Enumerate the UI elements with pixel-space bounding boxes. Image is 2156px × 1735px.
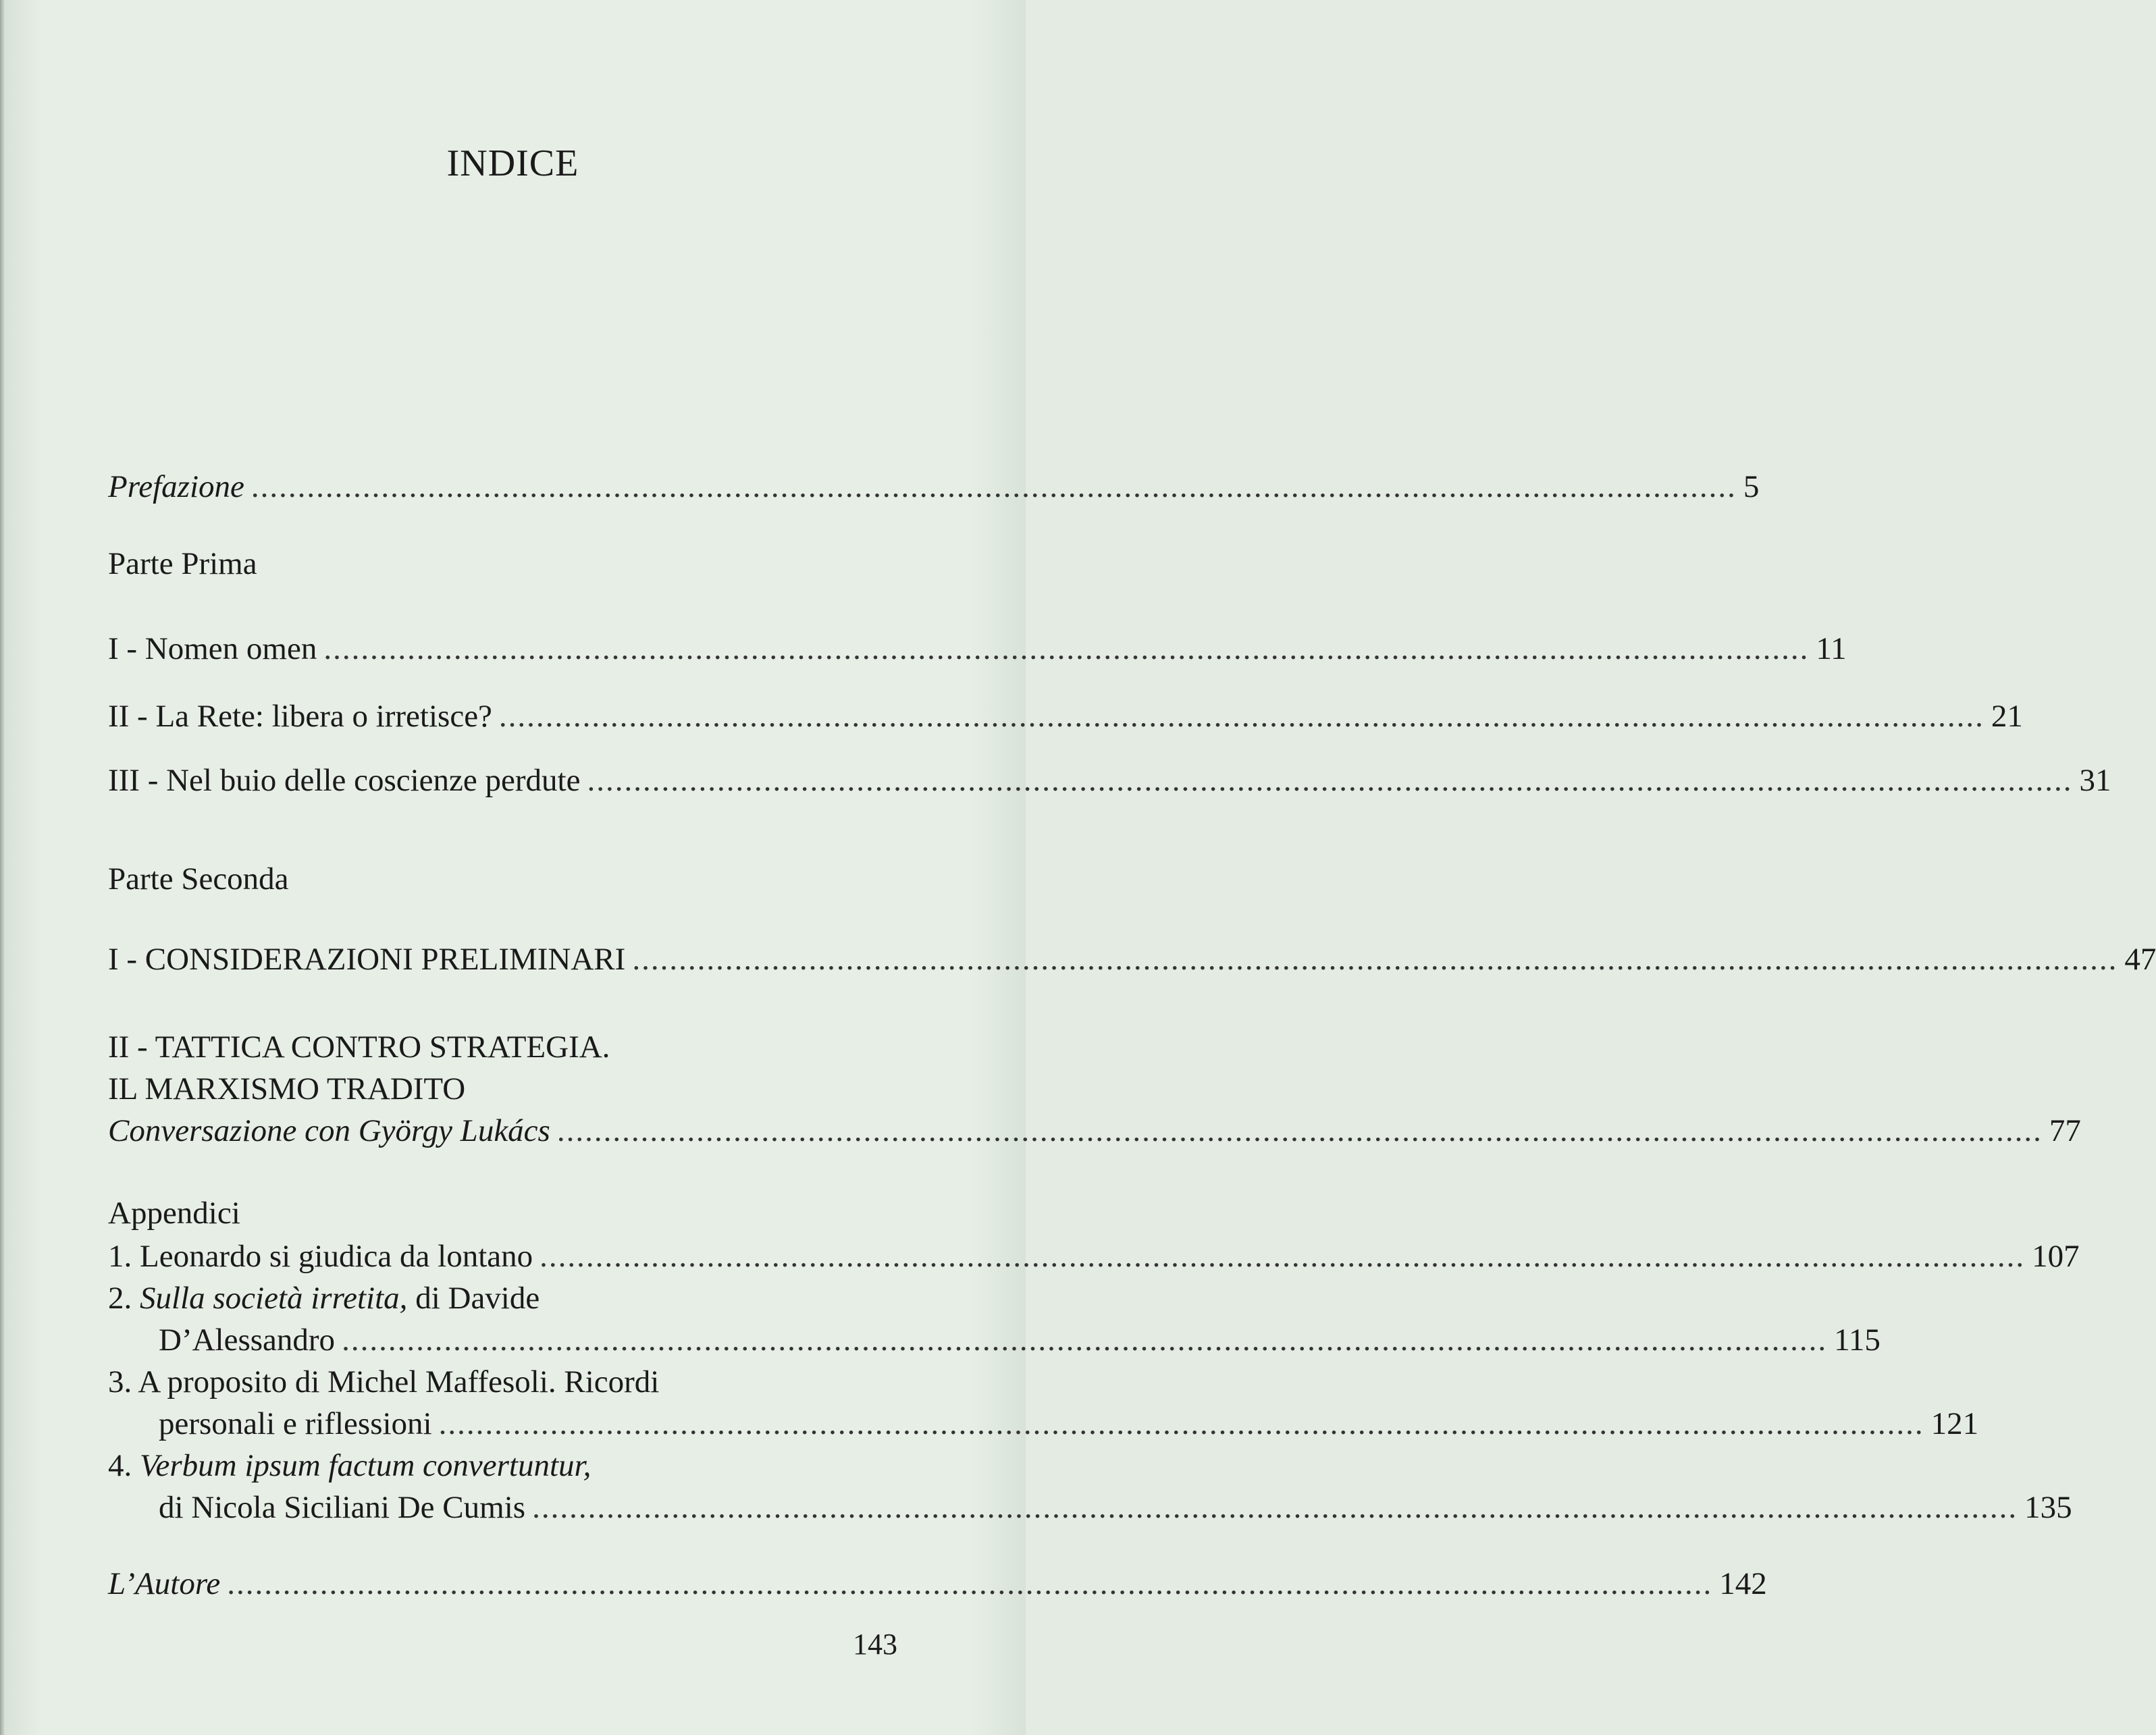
toc-label: personali e riflessioni: [159, 1406, 432, 1441]
leader-dots: ................................................................................................................................................................: [438, 1406, 1924, 1441]
toc-label: I - Nomen omen: [108, 631, 317, 666]
leader-dots: ................................................................................................................................................................: [532, 1490, 2018, 1525]
section-heading-parte-seconda: Parte Seconda: [108, 861, 289, 897]
toc-number: 4.: [108, 1448, 132, 1483]
toc-entry-nel-buio: [108, 759, 2111, 801]
toc-number: 2.: [108, 1281, 132, 1316]
page-number: 143: [853, 1628, 897, 1661]
toc-label-line: II - TATTICA CONTRO STRATEGIA.: [108, 1030, 610, 1065]
section-heading-parte-prima: Parte Prima: [108, 546, 257, 581]
toc-entry-tattica: [108, 1026, 2081, 1152]
toc-label-line: IL MARXISMO TRADITO: [108, 1071, 466, 1106]
toc-page: 135: [2024, 1490, 2072, 1525]
leader-dots: ................................................................................................................................................................: [556, 1113, 2043, 1148]
toc-label: di Nicola Siciliani De Cumis: [159, 1490, 526, 1525]
toc-entry-autore: [108, 1563, 1767, 1605]
page-title: INDICE: [446, 142, 579, 184]
leader-dots: ................................................................................................................................................................: [540, 1239, 2026, 1274]
toc-page: 107: [2032, 1239, 2080, 1274]
toc-label-rest: di Davide: [407, 1281, 540, 1316]
toc-page: 77: [2049, 1113, 2081, 1148]
toc-entry-verbum: [108, 1445, 2072, 1528]
toc-entry-prefazione: [108, 466, 1760, 508]
leader-dots: ................................................................................................................................................................: [498, 699, 1984, 734]
toc-label: II - La Rete: libera o irretisce?: [108, 699, 492, 734]
toc-label-italic: Sulla società irretita,: [140, 1281, 408, 1316]
toc-page: 115: [1834, 1323, 1881, 1358]
toc-label-italic: Verbum ipsum factum convertuntur,: [140, 1448, 591, 1483]
leader-dots: ................................................................................................................................................................: [251, 469, 1737, 504]
leader-dots: ................................................................................................................................................................: [632, 942, 2118, 977]
toc-label: Conversazione con György Lukács: [108, 1113, 550, 1148]
section-heading-appendici: Appendici: [108, 1196, 240, 1231]
leader-dots: ................................................................................................................................................................: [587, 763, 2073, 798]
toc-entry-maffesoli: [108, 1361, 1979, 1445]
toc-label: Prefazione: [108, 469, 244, 504]
page-edge-shadow: [0, 0, 5, 1735]
toc-label: L’Autore: [108, 1566, 221, 1601]
toc-entry-la-rete: [108, 695, 2023, 737]
toc-label: I - CONSIDERAZIONI PRELIMINARI: [108, 942, 626, 977]
leader-dots: ................................................................................................................................................................: [342, 1323, 1828, 1358]
toc-page: 31: [2079, 763, 2111, 798]
toc-page: 11: [1816, 631, 1847, 666]
toc-label: 1. Leonardo si giudica da lontano: [108, 1239, 533, 1274]
toc-page: 21: [1991, 699, 2023, 734]
toc-page: 142: [1719, 1566, 1767, 1601]
toc-entry-societa-irretita: [108, 1277, 1881, 1361]
toc-label: D’Alessandro: [159, 1323, 336, 1358]
toc-page: 121: [1930, 1406, 1979, 1441]
toc-entry-considerazioni: [108, 938, 2156, 980]
leader-dots: ................................................................................................................................................................: [323, 631, 1810, 666]
leader-dots: ................................................................................................................................................................: [227, 1566, 1713, 1601]
toc-entry-leonardo: [108, 1235, 2080, 1277]
toc-label: III - Nel buio delle coscienze perdute: [108, 763, 581, 798]
toc-page: 5: [1743, 469, 1760, 504]
toc-entry-nomen-omen: [108, 628, 1847, 670]
toc-page: 47: [2124, 942, 2156, 977]
toc-label-line: 3. A proposito di Michel Maffesoli. Ricordi: [108, 1364, 660, 1399]
